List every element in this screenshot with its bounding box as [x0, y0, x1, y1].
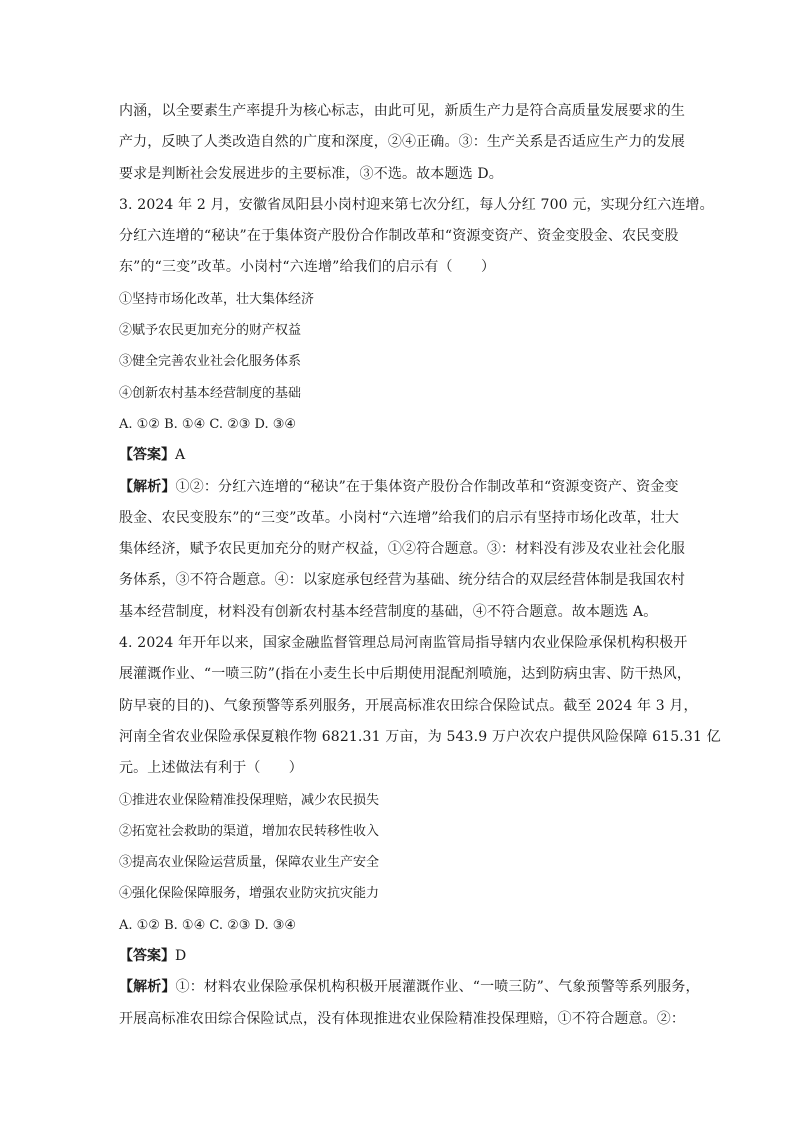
- question-4-answer: [119, 941, 685, 972]
- analysis-line: 基本经营制度，材料没有创新农村基本经营制度的基础，④不符合题意。故本题选 A。: [119, 603, 658, 620]
- option-1: ①推进农业保险精准投保理赔，减少农民损失: [119, 792, 380, 808]
- analysis-line: 集体经济，赋予农民更加充分的财产权益，①②符合题意。③：材料没有涉及农业社会化服: [119, 541, 685, 558]
- page-content: [119, 96, 721, 1035]
- text-line: 河南全省农业保险承保夏粮作物 6821.31 万亩，为 543.9 万户次农户提供风险保障 615.31 亿: [119, 728, 721, 745]
- question-4-options: [119, 785, 685, 910]
- analysis-line: [119, 472, 685, 503]
- option-3: ③健全完善农业社会化服务体系: [119, 354, 302, 370]
- question-3-choices: A. ①② B. ①④ C. ②③ D. ③④: [119, 416, 297, 432]
- question-4-choices: A. ①② B. ①④ C. ②③ D. ③④: [119, 917, 297, 933]
- answer-value: D: [175, 948, 187, 965]
- analysis-line: 务体系，③不符合题意。④：以家庭承包经营为基础、统分结合的双层经营体制是我国农村: [119, 572, 685, 589]
- analysis-label: 【解析】: [119, 478, 176, 495]
- question-3-answer: [119, 440, 685, 471]
- text-line: 内涵，以全要素生产率提升为核心标志，由此可见，新质生产力是符合高质量发展要求的生: [119, 103, 685, 119]
- option-2: ②赋予农民更加充分的财产权益: [119, 323, 302, 339]
- analysis-label: 【解析】: [119, 979, 176, 996]
- option-4: ④创新农村基本经营制度的基础: [119, 385, 302, 401]
- option-4: ④强化保险保障服务，增强农业防灾抗灾能力: [119, 886, 380, 902]
- answer-value: A: [175, 447, 186, 464]
- answer-label: 【答案】: [119, 447, 175, 464]
- analysis-line: 股金、农民变股东”的“三变”改革。小岗村“六连增”给我们的启示有坚持市场化改革，壮大: [119, 509, 680, 526]
- option-2: ②拓宽社会救助的渠道，增加农民转移性收入: [119, 823, 380, 839]
- text-line: 分红六连增的“秘诀”在于集体资产股份合作制改革和“资源变资产、资金变股金、农民变股: [119, 228, 679, 245]
- question-3: [119, 190, 714, 628]
- analysis-text: ①②：分红六连增的“秘诀”在于集体资产股份合作制改革和“资源变资产、资金变: [175, 478, 679, 495]
- text-line: 产力，反映了人类改造自然的广度和深度，②④正确。③：生产关系是否适应生产力的发展: [119, 134, 685, 151]
- question-3-analysis: [119, 472, 685, 628]
- question-4-analysis: [119, 972, 700, 1035]
- option-1: ①坚持市场化改革，壮大集体经济: [119, 291, 315, 307]
- question-3-options: [119, 284, 685, 409]
- analysis-line: 开展高标准农田综合保险试点，没有体现推进农业保险精准投保理赔，①不符合题意。②：: [119, 1010, 685, 1027]
- text-line: 展灌溉作业、“一喷三防”(指在小麦生长中后期使用混配剂喷施，达到防病虫害、防干热风，: [119, 666, 692, 683]
- text-line: 3. 2024 年 2 月，安徽省凤阳县小岗村迎来第七次分红，每人分红 700 元，实现分红六连增。: [119, 196, 714, 213]
- previous-analysis-continuation: [119, 96, 685, 190]
- analysis-text: ①：材料农业保险承保机构积极开展灌溉作业、“一喷三防”、气象预警等系列服务，: [175, 979, 700, 996]
- text-line: 元。上述做法有利于（ ）: [119, 760, 303, 777]
- question-4: [119, 628, 721, 1035]
- text-line: 要求是判断社会发展进步的主要标准，③不选。故本题选 D。: [119, 165, 503, 182]
- question-3-stem: [119, 190, 714, 284]
- text-line: 防早衰的目的)、气象预警等系列服务，开展高标准农田综合保险试点。截至 2024 年 3 月，: [119, 697, 698, 714]
- text-line: 4. 2024 年开年以来，国家金融监督管理总局河南监管局指导辖内农业保险承保机构积极开: [119, 635, 688, 652]
- question-4-stem: [119, 628, 721, 784]
- option-3: ③提高农业保险运营质量，保障农业生产安全: [119, 855, 380, 871]
- text-line: 东”的“三变”改革。小岗村“六连增”给我们的启示有（ ）: [119, 259, 496, 276]
- answer-label: 【答案】: [119, 948, 175, 965]
- analysis-line: [119, 972, 700, 1003]
